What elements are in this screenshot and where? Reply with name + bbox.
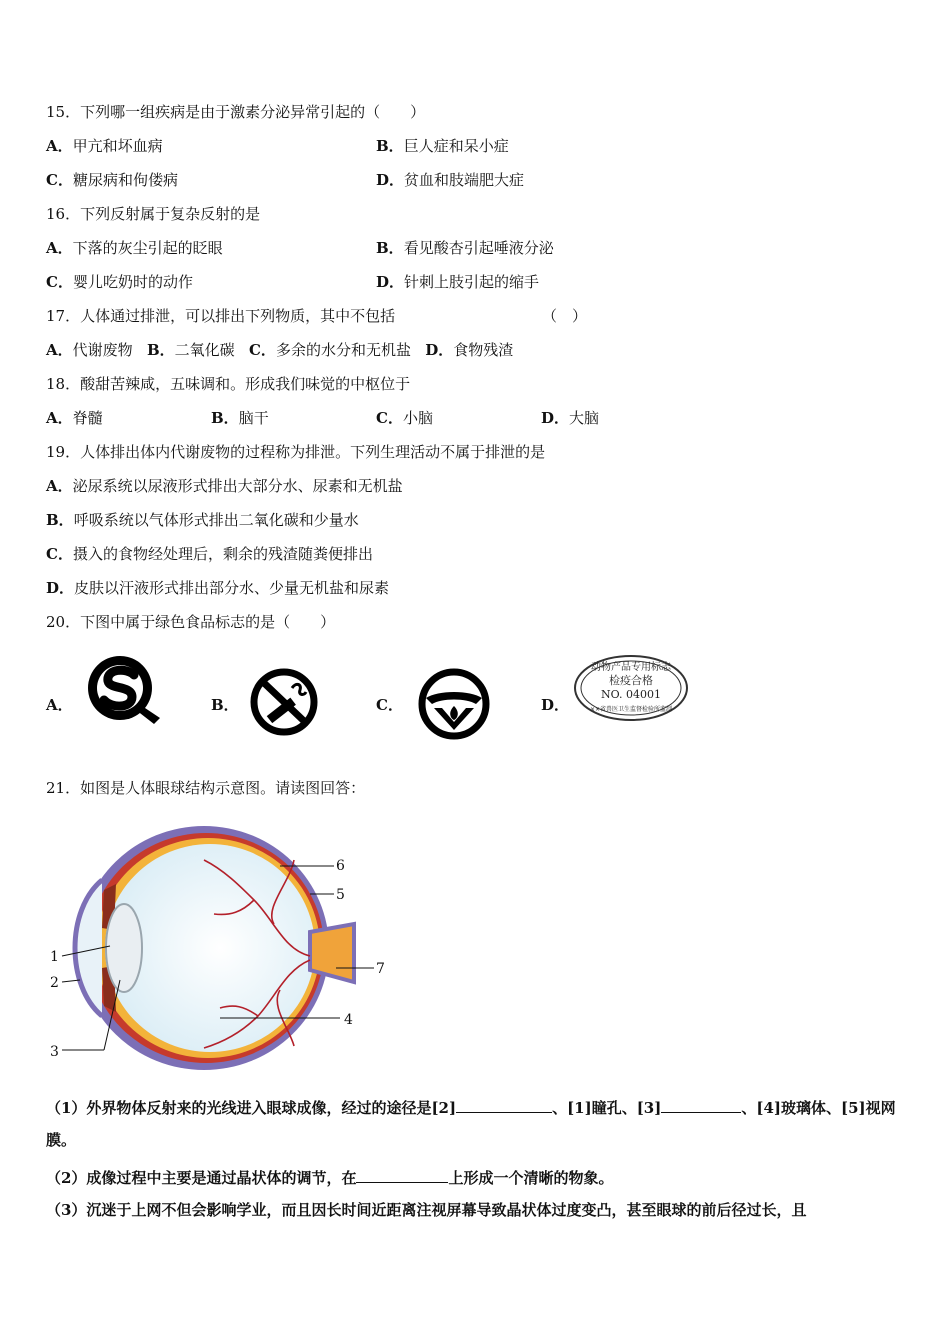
q15-option-d: D．贫血和肢端肥大症: [376, 171, 525, 189]
label-4: 4: [344, 1012, 353, 1028]
q16-option-d: D．针刺上肢引起的缩手: [376, 273, 540, 291]
green-food-logo-icon: [414, 668, 496, 742]
q18-stem: 18．酸甜苦辣咸，五味调和。形成我们味觉的中枢位于: [46, 375, 411, 393]
no-smoking-icon: [244, 668, 324, 736]
quarantine-stamp-icon: [572, 652, 690, 724]
eyeball-diagram: [44, 820, 394, 1072]
stamp-line3: NO. 04001: [601, 688, 661, 701]
q18-option-a: A．脊髓: [46, 409, 103, 427]
optic-nerve: [310, 924, 354, 982]
label-5: 5: [336, 887, 345, 903]
blank-imaging[interactable]: [356, 1166, 448, 1183]
q19-option-b: B．呼吸系统以气体形式排出二氧化碳和少量水: [46, 511, 359, 529]
q21-stem: 21．如图是人体眼球结构示意图。请读图回答：: [46, 779, 366, 797]
q18-option-d: D．大脑: [541, 409, 600, 427]
q19-option-a: A．泌尿系统以尿液形式排出大部分水、尿素和无机盐: [46, 477, 403, 495]
q21-part2: （2）成像过程中主要是通过晶状体的调节，在 上形成一个清晰的物象。: [46, 1166, 613, 1188]
blank-3[interactable]: [661, 1096, 741, 1113]
q16-option-b: B．看见酸杏引起唾液分泌: [376, 239, 554, 257]
label-2: 2: [50, 975, 59, 991]
q20-label-d: D．: [541, 696, 570, 714]
q15-option-a: A．甲亢和坏血病: [46, 137, 163, 155]
q20-label-c: C．: [376, 696, 403, 714]
q16-option-c: C．婴儿吃奶时的动作: [46, 273, 193, 291]
q19-option-c: C．摄入的食物经处理后，剩余的残渣随粪便排出: [46, 545, 373, 563]
q17-paren: （ ）: [542, 307, 588, 325]
q18-option-b: B．脑干: [211, 409, 269, 427]
blank-2[interactable]: [456, 1096, 552, 1113]
label-7: 7: [376, 961, 385, 977]
q15-option-c: C．糖尿病和佝偻病: [46, 171, 178, 189]
stamp-line2: 检疫合格: [609, 674, 653, 687]
stamp-line1: 动物产品专用标志: [591, 662, 671, 673]
q19-stem: 19．人体排出体内代谢废物的过程称为排泄。下列生理活动不属于排泄的是: [46, 443, 546, 461]
label-3: 3: [50, 1044, 59, 1060]
q15-stem: 15．下列哪一组疾病是由于激素分泌异常引起的（ ）: [46, 103, 426, 121]
q19-option-d: D．皮肤以汗液形式排出部分水、少量无机盐和尿素: [46, 579, 390, 597]
lens: [106, 904, 142, 992]
label-6: 6: [336, 858, 345, 874]
q16-option-a: A．下落的灰尘引起的眨眼: [46, 239, 223, 257]
q15-option-b: B．巨人症和呆小症: [376, 137, 509, 155]
q21-part3: （3）沉迷于上网不但会影响学业，而且因长时间近距离注视屏幕导致晶状体过度变凸，甚至眼球的前后径过长，且: [46, 1201, 807, 1219]
q20-label-a: A．: [46, 696, 73, 714]
label-1: 1: [50, 949, 59, 965]
q21-part1-cont: 膜。: [46, 1131, 77, 1149]
q17-stem: 17．人体通过排泄，可以排出下列物质，其中不包括: [46, 307, 396, 325]
stamp-line4: ××省兽医卫生监督检验所监制: [589, 706, 673, 713]
qs-safety-logo-icon: [82, 654, 162, 726]
q17-options: A．代谢废物 B．二氧化碳 C．多余的水分和无机盐 D．食物残渣: [46, 341, 514, 359]
q16-stem: 16．下列反射属于复杂反射的是: [46, 205, 261, 223]
q18-option-c: C．小脑: [376, 409, 433, 427]
q21-part1: （1）外界物体反射来的光线进入眼球成像，经过的途径是[2] 、[1]瞳孔、[3] 、[4]玻璃体、[5]视网: [46, 1096, 896, 1118]
q20-stem: 20．下图中属于绿色食品标志的是（ ）: [46, 613, 336, 631]
q20-label-b: B．: [211, 696, 239, 714]
